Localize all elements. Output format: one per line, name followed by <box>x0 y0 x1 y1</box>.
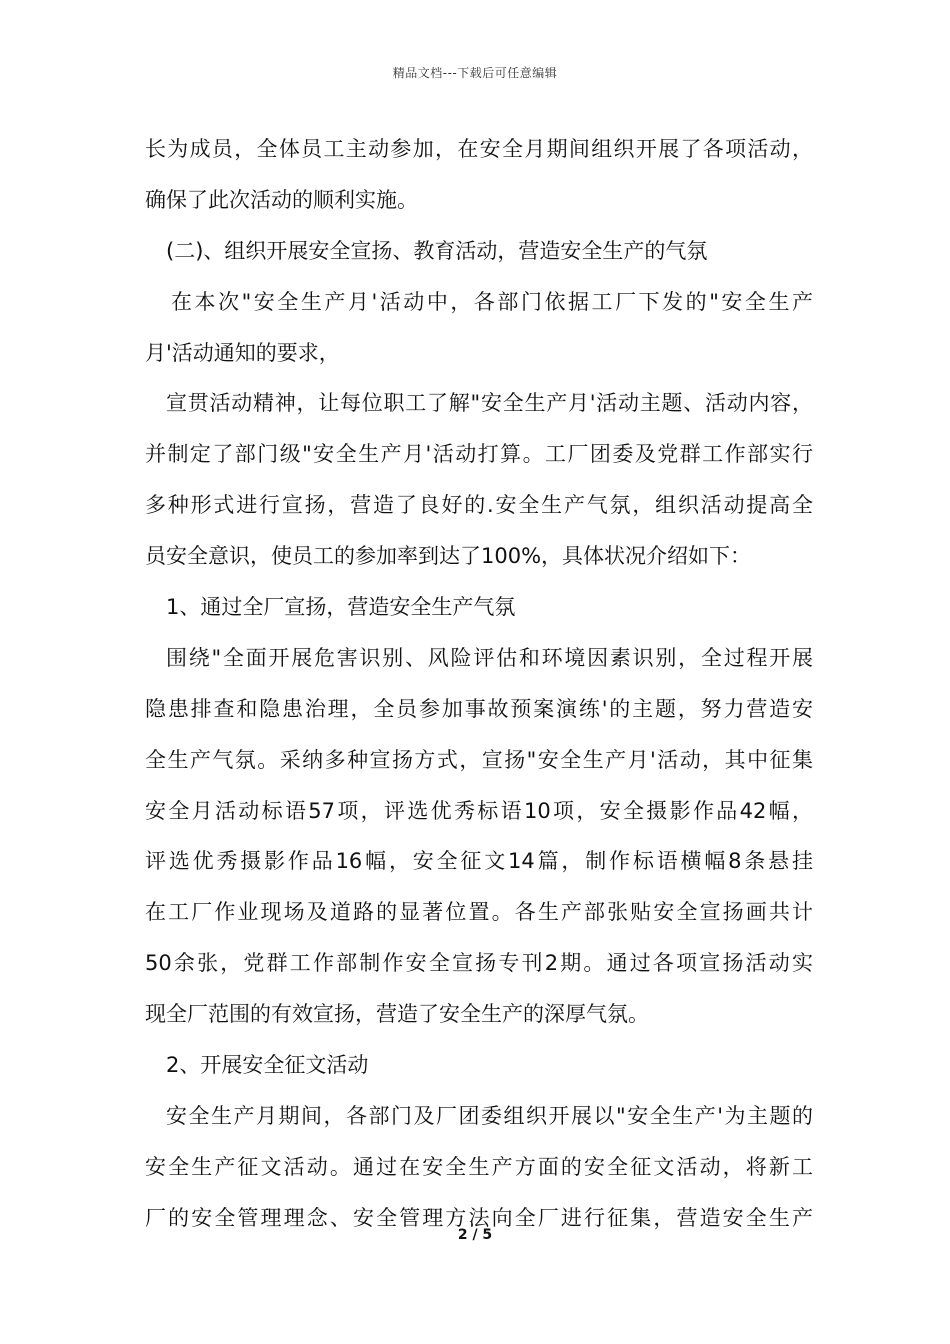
paragraph-line: 多种形式进行宣扬，营造了良好的.安全生产气氛，组织活动提高全 <box>145 493 813 518</box>
paragraph-line: 安全月活动标语57项，评选优秀标语10项，安全摄影作品42幅， <box>145 798 813 823</box>
paragraph-line: 安全生产征文活动。通过在安全生产方面的安全征文活动，将新工 <box>145 1154 813 1179</box>
section-heading: 1、通过全厂宣扬，营造安全生产气氛 <box>166 595 516 620</box>
paragraph-line: 50余张，党群工作部制作安全宣扬专刊2期。通过各项宣扬活动实 <box>145 951 813 976</box>
paragraph-line: 在本次"安全生产月'活动中，各部门依据工厂下发的"安全生产 <box>171 289 813 314</box>
paragraph-line: 隐患排查和隐患治理，全员参加事故预案演练'的主题，努力营造安 <box>145 696 813 721</box>
section-heading: 2、开展安全征文活动 <box>166 1053 369 1078</box>
paragraph-line: 员安全意识，使员工的参加率到达了100%，具体状况介绍如下： <box>145 544 752 569</box>
document-body <box>145 124 813 1244</box>
paragraph-line: 围绕"全面开展危害识别、风险评估和环境因素识别，全过程开展 <box>166 645 813 670</box>
page-number: 2 / 5 <box>457 1227 493 1243</box>
paragraph-line: 厂的安全管理理念、安全管理方法向全厂进行征集，营造安全生产 <box>145 1205 813 1230</box>
paragraph-line: 月'活动通知的要求， <box>145 340 340 365</box>
paragraph-line: 评选优秀摄影作品16幅，安全征文14篇，制作标语横幅8条悬挂 <box>145 849 813 874</box>
page-header: 精品文档---下载后可任意编辑 <box>392 66 558 80</box>
paragraph-line: 长为成员，全体员工主动参加，在安全月期间组织开展了各项活动， <box>145 137 813 161</box>
paragraph-line: 在工厂作业现场及道路的显著位置。各生产部张贴安全宣扬画共计 <box>145 900 813 925</box>
paragraph-line: 宣贯活动精神，让每位职工了解"安全生产月'活动主题、活动内容， <box>166 391 813 416</box>
paragraph-line: 确保了此次活动的顺利实施。 <box>145 187 418 212</box>
paragraph-line: 安全生产月期间，各部门及厂团委组织开展以"安全生产'为主题的 <box>166 1103 813 1128</box>
paragraph-line: 并制定了部门级"安全生产月'活动打算。工厂团委及党群工作部实行 <box>145 442 813 467</box>
paragraph-line: 现全厂范围的有效宣扬，营造了安全生产的深厚气氛。 <box>145 1002 649 1027</box>
paragraph-line: 全生产气氛。采纳多种宣扬方式，宣扬"安全生产月'活动，其中征集 <box>145 747 813 772</box>
section-heading: (二)、组织开展安全宣扬、教育活动，营造安全生产的气氛 <box>166 238 708 263</box>
